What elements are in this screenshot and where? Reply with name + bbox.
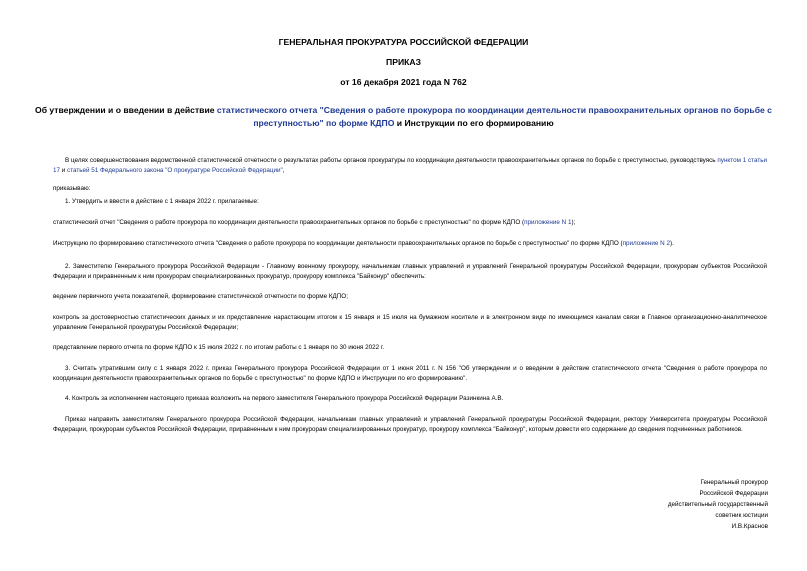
distribution-clause: Приказ направить заместителям Генерального прокурора Российской Федерации, начальникам главных управлений и управлений Генеральной прокуратуры Российской Федерации, ректору Университета прокуратуры Российской Федерации, прокурорам субъектов Российской Федерации, приравненным к ним прокурорам специализированных прокуратур, прокурору комплекса "Байконур", которым довести его содержание до сведения подчиненных работников. (53, 416, 767, 433)
issuing-authority: ГЕНЕРАЛЬНАЯ ПРОКУРАТУРА РОССИЙСКОЙ ФЕДЕРАЦИИ (278, 37, 529, 47)
clause-2-item-3: представление первого отчета по форме КДПО к 15 июля 2022 г. по итогам работы с 1 января по 30 июня 2022 г. (53, 344, 385, 351)
title-prefix: Об утверждении и о введении в действие (35, 105, 217, 115)
link-appendix-1[interactable]: приложение N 1 (524, 219, 572, 226)
clause-2-item-2: контроль за достоверностью статистических данных и их представление нарастающим итогом к 15 января и 15 июля на бумажном носителе и в электронном виде по имеющимся каналам связи в Главное организационно-аналитическое управление Генеральной прокуратуры Российской Федерации; (53, 314, 767, 331)
signature-country: Российской Федерации (699, 490, 768, 497)
preamble-conjunction: и (60, 167, 68, 174)
preamble-end: , (282, 167, 285, 174)
document-type: ПРИКАЗ (386, 57, 421, 67)
order-word: приказываю: (53, 185, 91, 192)
link-article-17[interactable]: пунктом 1 статьи 17 (53, 157, 767, 174)
clause-1-instruction (53, 239, 767, 249)
clause-4: 4. Контроль за исполнением настоящего приказа возложить на первого заместителя Генерального прокурора Российской Федерации Разинкина А.В. (65, 395, 504, 402)
clause-1: 1. Утвердить и ввести в действие с 1 января 2022 г. прилагаемые: (65, 198, 259, 205)
link-appendix-2[interactable]: приложение N 2 (622, 240, 670, 247)
clause-1-instruction-end: ). (669, 240, 674, 247)
title-link-report[interactable]: статистического отчета "Сведения о работе прокурора по координации деятельности правоохранительных органов по борьбе с преступностью" по форме КДПО (216, 105, 772, 128)
clause-2-item-1: ведение первичного учета показателей, формирование статистической отчетности по форме КДПО; (53, 293, 348, 300)
document-title (30, 104, 777, 130)
document-date-number: от 16 декабря 2021 года N 762 (340, 77, 467, 87)
clause-1-report (53, 218, 767, 228)
link-article-51-federal-law[interactable]: статьей 51 Федерального закона "О прокуратуре Российской Федерации" (67, 167, 283, 174)
signature-position: Генеральный прокурор (700, 479, 768, 486)
clause-3: 3. Считать утратившим силу с 1 января 2022 г. приказ Генерального прокурора Российской Федерации от 1 июня 2011 г. N 156 "Об утверждении и о введении в действие статистического отчета "Сведения о работе прокурора по координации деятельности правоохранительных органов по борьбе с преступностью" по форме КДПО и Инструкции по его формированию". (53, 365, 767, 382)
signatory-name: И.В.Краснов (731, 523, 768, 530)
signature-rank-cont: советник юстиции (715, 512, 768, 519)
clause-1-report-end: ); (571, 219, 576, 226)
preamble-paragraph (53, 156, 767, 176)
clause-2: 2. Заместителю Генерального прокурора Российской Федерации - Главному военному прокурору, начальникам главных управлений и управлений Генеральной прокуратуры Российской Федерации, прокурорам субъектов Российской Федерации и приравненным к ним прокурорам специализированных прокуратур, прокурору комплекса "Байконур" обеспечить: (53, 263, 767, 280)
clause-1-instruction-text: Инструкцию по формированию статистического отчета "Сведения о работе прокурора по координации деятельности правоохранительных органов по борьбе с преступностью" по форме КДПО ( (53, 240, 623, 247)
clause-1-report-text: статистический отчет "Сведения о работе прокурора по координации деятельности правоохранительных органов по борьбе с преступностью" по форме КДПО ( (53, 219, 525, 226)
title-suffix: и Инструкции по его формированию (394, 118, 554, 128)
signature-rank: действительный государственный (667, 501, 768, 508)
preamble-text: В целях совершенствования ведомственной статистической отчетности о результатах работы органов прокуратуры по координации деятельности правоохранительных органов по борьбе с преступностью, руководствуясь (65, 157, 718, 164)
